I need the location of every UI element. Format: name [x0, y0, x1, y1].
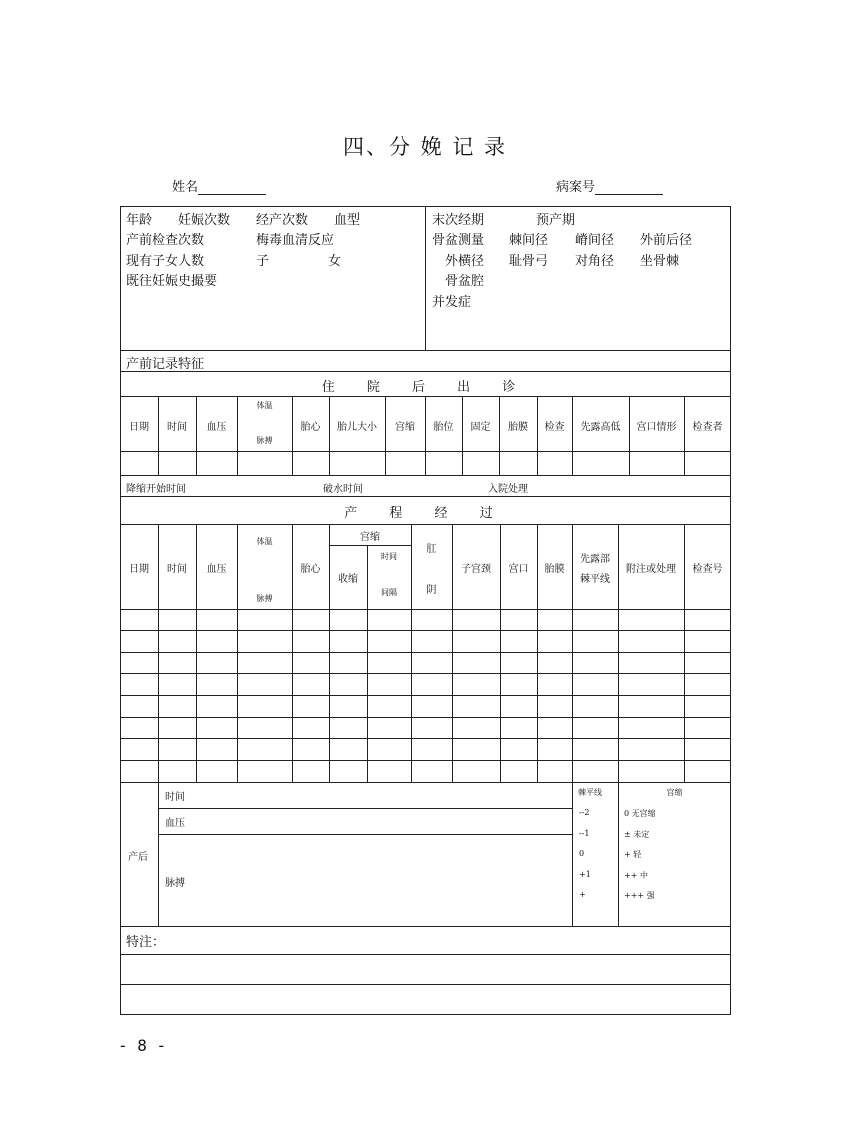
postpartum-pulse: 脉搏	[165, 878, 185, 889]
contraction-item: ++ 中	[624, 871, 648, 880]
labor-header-temp: 体温	[256, 537, 273, 546]
adm-header-date: 日期	[129, 422, 149, 433]
record-number-label: 病案号	[556, 180, 596, 195]
adm-header-fixed: 固定	[470, 422, 491, 433]
record-number-field	[556, 176, 663, 195]
adm-header-contraction: 宫缩	[395, 422, 415, 433]
station-item: --2	[579, 808, 590, 817]
station-legend-title: 棘平线	[578, 788, 602, 797]
labor-header-fetal-heart: 胎心	[300, 564, 321, 575]
postpartum-label: 产后	[128, 852, 148, 863]
adm-header-presenting-level: 先露高低	[580, 422, 621, 433]
labor-header-vagina: 阴	[426, 585, 437, 596]
contraction-item: 0 无宫缩	[624, 809, 656, 818]
labor-header-date: 日期	[129, 564, 149, 575]
labor-header-presenting1: 先露部	[580, 554, 610, 565]
info-right-line4: 骨盆腔	[445, 274, 485, 289]
contraction-legend-title: 宫缩	[666, 788, 683, 797]
labor-header-examiner: 检查号	[692, 564, 723, 575]
labor-header-anus: 肛	[426, 544, 437, 555]
adm-header-fetal-size: 胎儿大小	[337, 422, 377, 433]
admission-handling-label: 入院处理	[488, 484, 528, 495]
postpartum-bp: 血压	[165, 818, 185, 829]
name-label: 姓名	[172, 180, 199, 195]
adm-header-exam: 检查	[544, 422, 565, 433]
info-right-line5: 并发症	[432, 295, 472, 310]
station-item: 0	[579, 849, 585, 858]
admission-title: 住 院 后 出 诊	[321, 380, 530, 395]
info-left-line4: 既往妊娠史撮要	[126, 274, 218, 289]
adm-header-cervix-state: 宫口情形	[636, 422, 677, 433]
adm-header-fetal-heart: 胎心	[300, 422, 321, 433]
station-item: +1	[579, 870, 591, 879]
station-item: +	[579, 890, 586, 899]
labor-header-time: 时间	[167, 564, 187, 575]
contraction-item: +++ 强	[624, 891, 655, 900]
record-number-blank[interactable]	[595, 180, 663, 195]
labor-header-pulse: 脉搏	[256, 594, 273, 603]
prenatal-features-label: 产前记录特征	[126, 357, 205, 372]
labor-header-bp: 血压	[206, 564, 227, 575]
labor-header-interval-time: 时间	[381, 552, 397, 561]
contraction-item: ± 未定	[624, 830, 650, 839]
labor-header-contract: 收缩	[338, 574, 358, 585]
remarks-label: 特注：	[126, 935, 166, 950]
adm-header-examiner: 检查者	[692, 422, 723, 433]
contraction-item: + 轻	[624, 850, 642, 859]
document-title: 四、分 娩 记 录	[342, 135, 508, 159]
labor-header-contraction: 宫缩	[360, 532, 380, 543]
adm-header-pulse: 脉搏	[256, 436, 273, 445]
adm-header-time: 时间	[167, 422, 187, 433]
labor-header-presenting2: 棘平线	[580, 574, 610, 585]
rupture-time-label: 破水时间	[323, 484, 363, 495]
labor-header-os: 宫口	[508, 564, 529, 575]
postpartum-time: 时间	[165, 792, 185, 803]
adm-header-temp: 体温	[256, 401, 273, 410]
adm-header-position: 胎位	[433, 422, 454, 433]
labor-header-interval-gap: 间隔	[381, 588, 397, 597]
name-field	[172, 176, 266, 195]
labor-title: 产 程 经 过	[344, 506, 507, 521]
labor-header-membrane: 胎膜	[544, 564, 565, 575]
adm-header-bp: 血压	[206, 422, 227, 433]
adm-header-membrane: 胎膜	[508, 422, 528, 433]
labor-header-cervix: 子宫颈	[461, 564, 491, 575]
station-item: --1	[579, 829, 590, 838]
labor-header-notes: 附注或处理	[626, 564, 676, 575]
name-blank[interactable]	[198, 180, 266, 195]
contraction-start-label: 降缩开始时间	[126, 484, 186, 495]
page-number: - 8 -	[118, 1036, 167, 1055]
